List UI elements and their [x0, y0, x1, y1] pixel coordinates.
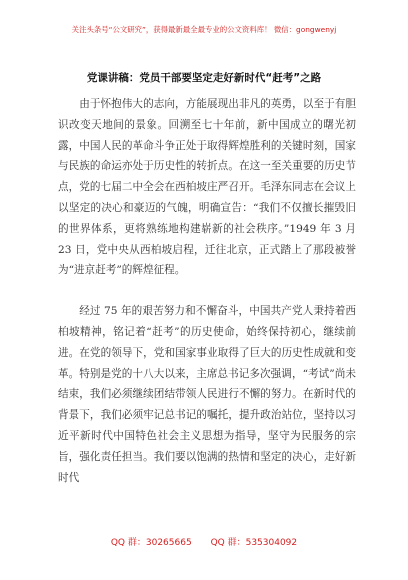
- header-notice: 关注头条号“公文研究”，获得最新最全最专业的公文资料库！ 微信：gongwenyj: [71, 25, 337, 34]
- footer-qq-group-2: QQ 群：535304092: [210, 538, 298, 548]
- document-title: 党课讲稿：党员干部要坚定走好新时代“赶考”之路: [86, 72, 322, 84]
- paragraph: 由于怀抱伟大的志向，方能展现出非凡的英勇，以至于有胆识改变天地间的景象。回溯至七十年前，新中国成立的曙光初露，中国人民的革命斗争正处于取得辉煌胜利的关键时刻，国家与民族的命运亦处于历史性的转折点。在这一至关重要的历史节点，党的七届二中全会在西柏坡庄严召开。毛泽东同志在会议上以坚定的决心和豪迈的气魄，明确宣告：“我们不仅擅长摧毁旧的世界体系，更将熟练地构建崭新的社会秩序。”1949 年 3 月 23 日，党中央从西柏坡启程，迁往北京，正式踏上了那段被誉为“进京赶考”的辉煌征程。: [58, 98, 356, 277]
- footer-contact: [0, 535, 408, 548]
- paragraph: 经过 75 年的艰苦努力和不懈奋斗，中国共产党人秉持着西柏坡精神，铭记着“赶考”的历史使命，始终保持初心，继续前进。在党的领导下，党和国家事业取得了巨大的历史性成就和变革。特别是党的十八大以来，主席总书记多次强调，“考试”尚未结束，我们必须继续团结带领人民进行不懈的努力。在新时代的背景下，我们必须牢记总书记的嘱托，提升政治站位，坚持以习近平新时代中国特色社会主义思想为指导，坚守为民服务的宗旨，强化责任担当。我们要以饱满的热情和坚定的决心，走好新时代: [58, 305, 356, 484]
- footer-qq-group-1: QQ 群：30265665: [110, 538, 192, 548]
- document-body: [58, 94, 356, 488]
